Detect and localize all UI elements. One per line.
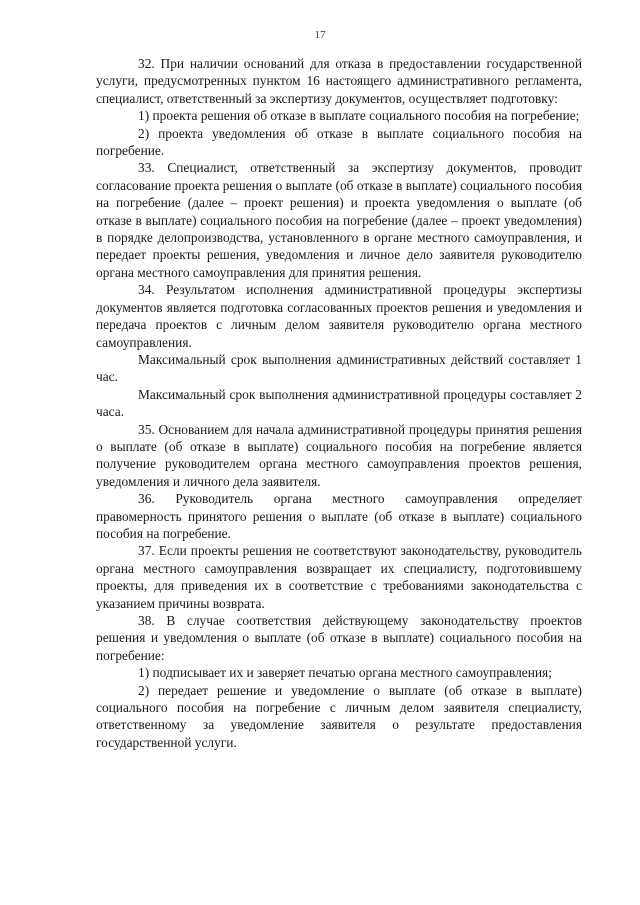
paragraph-33: 33. Специалист, ответственный за экспертизу документов, проводит согласование проекта решения о выплате (об отказе в выплате) социального пособия на погребение (далее – проект решения) и проекта уведомления о выплате (об отказе в выплате) социального пособия на погребение (далее – проект уведомления) в порядке делопроизводства, установленного в органе местного самоуправления, и передает проекты решения, уведомления и личное дело заявителя руководителю органа местного самоуправления для принятия решения.	[96, 160, 582, 280]
document-body	[96, 55, 582, 751]
page-number: 17	[314, 29, 326, 41]
paragraph-38: 38. В случае соответствия действующему законодательству проектов решения и уведомления о выплате (об отказе в выплате) социального пособия на погребение:	[96, 613, 582, 663]
paragraph-37: 37. Если проекты решения не соответствуют законодательству, руководитель органа местного самоуправления возвращает их специалисту, подготовившему проекты, для приведения их в соответствие с требованиями законодательства с указанием причины возврата.	[96, 543, 582, 611]
paragraph-36: 36. Руководитель органа местного самоуправления определяет правомерность принятого решения о выплате (об отказе в выплате) социального пособия на погребение.	[96, 491, 582, 541]
paragraph-max-time-actions: Максимальный срок выполнения административных действий составляет 1 час.	[96, 351, 582, 385]
paragraph-38-item-2: 2) передает решение и уведомление о выплате (об отказе в выплате) социального пособия на погребение с личным делом заявителя специалисту, ответственному за уведомление заявителя о результате предоставления государственной услуги.	[96, 682, 582, 750]
paragraph-32-item-1: 1) проекта решения об отказе в выплате социального пособия на погребение;	[138, 108, 580, 124]
paragraph-32-item-2: 2) проекта уведомления об отказе в выплате социального пособия на погребение.	[96, 125, 582, 159]
paragraph-34: 34. Результатом исполнения административной процедуры экспертизы документов является подготовка согласованных проектов решения и уведомления и передача проектов с личным делом заявителя руководителю органа местного самоуправления.	[96, 282, 582, 350]
paragraph-max-time-procedure: Максимальный срок выполнения административной процедуры составляет 2 часа.	[96, 386, 582, 420]
paragraph-38-item-1: 1) подписывает их и заверяет печатью органа местного самоуправления;	[138, 665, 552, 681]
paragraph-35: 35. Основанием для начала административной процедуры принятия решения о выплате (об отказе в выплате) социального пособия на погребение является получение руководителем органа местного самоуправления проектов решения, уведомления и личного дела заявителя.	[96, 421, 582, 489]
paragraph-32: 32. При наличии оснований для отказа в предоставлении государственной услуги, предусмотренных пунктом 16 настоящего административного регламента, специалист, ответственный за экспертизу документов, осуществляет подготовку:	[96, 56, 582, 106]
